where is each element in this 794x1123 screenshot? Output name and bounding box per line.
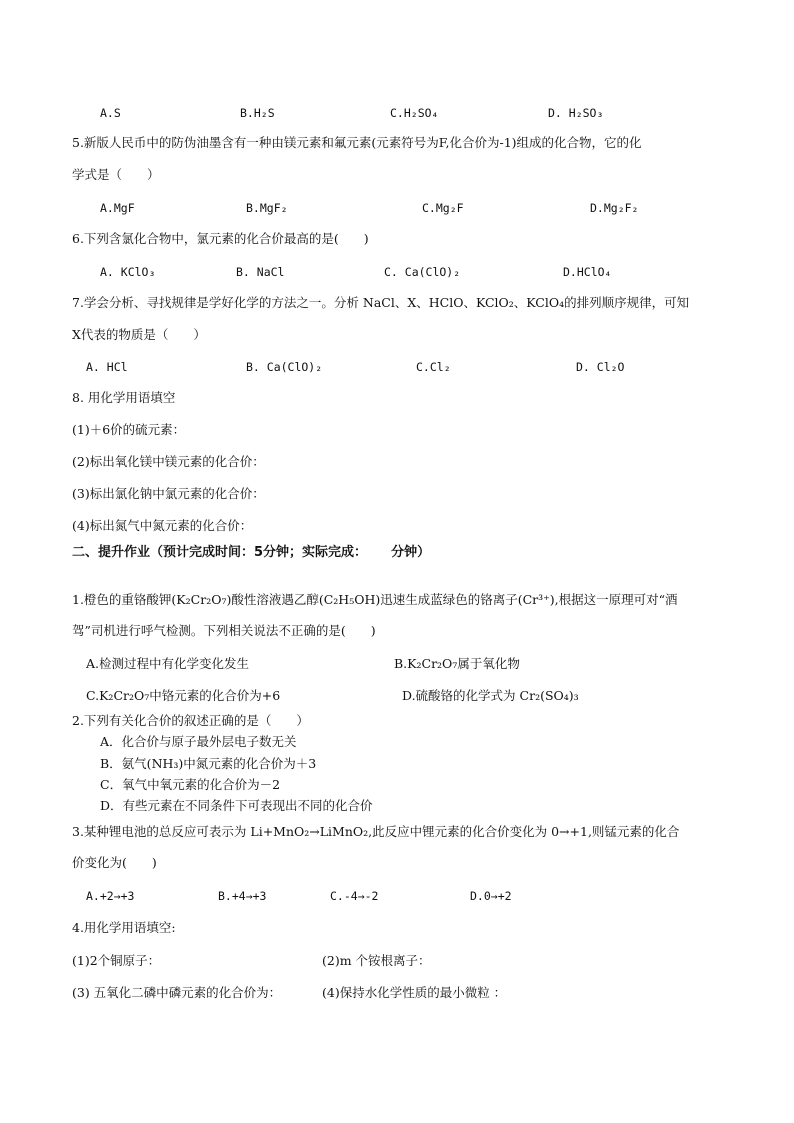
q6-option-b: B. NaCl [236,265,285,279]
p2-option-a: A．化合价与原子最外层电子数无关 [100,734,297,749]
q7-option-a: A. HCl [86,360,128,374]
option-a: A.S [100,106,121,120]
p1-option-d: D.硫酸铬的化学式为 Cr₂(SO₄)₃ [402,688,579,703]
option-b: B.H₂S [240,106,275,120]
problem-2: 2.下列有关化合价的叙述正确的是（ ） [72,713,309,728]
q7-option-b: B. Ca(ClO)₂ [246,360,323,374]
q7-option-c: C.Cl₂ [416,360,451,374]
section-2-heading: 二、提升作业（预计完成时间：5分钟；实际完成： 分钟） [72,545,431,560]
problem-3-line2: 价变化为( ) [72,855,157,870]
question-7-line2: X代表的物质是（ ） [72,327,206,342]
problem-4-item-2: (2)m 个铵根离子： [322,953,431,968]
q5-option-d: D.Mg₂F₂ [590,201,639,215]
problem-4-item-3: (3) 五氧化二磷中磷元素的化合价为： [72,985,282,1000]
option-c: C.H₂SO₄ [390,106,439,120]
problem-3-line1: 3.某种锂电池的总反应可表示为 Li+MnO₂→LiMnO₂,此反应中锂元素的化合价变化为 0→+1,则锰元素的化合 [72,824,680,839]
problem-4-title: 4.用化学用语填空: [72,920,176,935]
question-8-item-4: (4)标出氮气中氮元素的化合价： [72,518,253,533]
p3-option-b: B.+4→+3 [218,889,267,903]
problem-4-item-1: (1)2个铜原子： [72,953,161,968]
q6-option-c: C. Ca(ClO)₂ [384,265,461,279]
q5-option-a: A.MgF [100,201,135,215]
p2-option-d: D．有些元素在不同条件下可表现出不同的化合价 [100,798,373,813]
q7-option-d: D. Cl₂O [576,360,625,374]
p3-option-a: A.+2→+3 [86,889,135,903]
q5-option-b: B.MgF₂ [246,201,288,215]
question-8-item-1: (1)＋6价的硫元素： [72,422,186,437]
p2-option-b: B．氨气(NH₃)中氮元素的化合价为＋3 [100,756,317,771]
question-8-item-2: (2)标出氧化镁中镁元素的化合价： [72,454,265,469]
option-d: D. H₂SO₃ [548,106,604,120]
question-7-line1: 7.学会分析、寻找规律是学好化学的方法之一。分析 NaCl、X、HClO、KClO₂、KClO₄的排列顺序规律，可知 [72,295,690,310]
question-6: 6.下列含氯化合物中，氯元素的化合价最高的是( ) [72,231,369,246]
p3-option-d: D.0→+2 [470,889,512,903]
problem-4-item-4: (4)保持水化学性质的最小微粒 ： [322,985,507,1000]
p2-option-c: C．氧气中氧元素的化合价为－2 [100,777,281,792]
p1-option-a: A.检测过程中有化学变化发生 [86,656,250,671]
p1-option-c: C.K₂Cr₂O₇中铬元素的化合价为+6 [86,688,281,703]
question-5-line2: 学式是（ ） [72,167,160,182]
q6-option-d: D.HClO₄ [563,265,612,279]
q6-option-a: A. KClO₃ [100,265,156,279]
p1-option-b: B.K₂Cr₂O₇属于氧化物 [394,656,520,671]
q5-option-c: C.Mg₂F [422,201,464,215]
problem-1-line2: 驾”司机进行呼气检测。下列相关说法不正确的是( ) [72,623,376,638]
problem-1-line1: 1.橙色的重铬酸钾(K₂Cr₂O₇)酸性溶液遇乙醇(C₂H₅OH)迅速生成蓝绿色的铬离子(Cr³⁺),根据这一原理可对“酒 [72,592,678,607]
question-5-line1: 5.新版人民币中的防伪油墨含有一种由镁元素和氟元素(元素符号为F,化合价为-1)组成的化合物，它的化 [72,135,642,150]
question-8-title: 8. 用化学用语填空 [72,390,176,405]
question-8-item-3: (3)标出氯化钠中氯元素的化合价： [72,486,265,501]
p3-option-c: C.-4→-2 [330,889,379,903]
